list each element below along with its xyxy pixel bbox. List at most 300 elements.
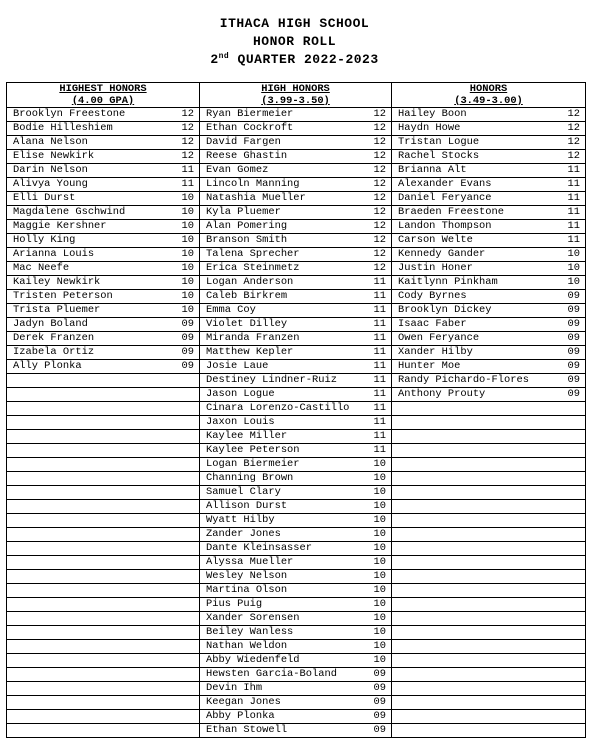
highest-honors-cell xyxy=(7,332,200,346)
student-entry xyxy=(206,178,386,191)
student-grade: 09 xyxy=(567,388,580,400)
student-grade: 10 xyxy=(181,248,194,260)
student-entry xyxy=(398,122,580,135)
highest-honors-cell xyxy=(7,444,200,458)
student-grade: 11 xyxy=(373,374,386,386)
student-grade: 09 xyxy=(181,332,194,344)
student-grade: 12 xyxy=(373,122,386,134)
table-row xyxy=(7,178,586,192)
highest-honors-cell xyxy=(7,724,200,738)
student-grade: 11 xyxy=(373,402,386,414)
student-name: Trista Pluemer xyxy=(13,304,101,316)
highest-honors-cell xyxy=(7,654,200,668)
high-honors-cell xyxy=(200,178,392,192)
student-entry xyxy=(398,332,580,345)
highest-honors-cell xyxy=(7,556,200,570)
student-grade: 10 xyxy=(373,528,386,540)
honors-cell xyxy=(392,234,586,248)
honors-cell xyxy=(392,556,586,570)
table-row xyxy=(7,570,586,584)
student-entry xyxy=(398,164,580,177)
honors-cell xyxy=(392,430,586,444)
student-name: Mac Neefe xyxy=(13,262,70,274)
student-entry xyxy=(206,570,386,583)
highest-honors-cell xyxy=(7,346,200,360)
student-grade: 10 xyxy=(373,486,386,498)
student-name: Owen Feryance xyxy=(398,332,480,344)
student-grade: 11 xyxy=(567,178,580,190)
student-grade: 12 xyxy=(181,136,194,148)
student-name: David Fargen xyxy=(206,136,281,148)
student-grade: 10 xyxy=(181,220,194,232)
student-grade: 10 xyxy=(373,612,386,624)
honors-cell xyxy=(392,388,586,402)
highest-honors-cell xyxy=(7,262,200,276)
student-grade: 10 xyxy=(181,290,194,302)
student-grade: 12 xyxy=(373,136,386,148)
student-entry xyxy=(206,108,386,121)
student-grade: 10 xyxy=(181,192,194,204)
column-heading: HIGHEST HONORS xyxy=(59,83,147,95)
honors-cell xyxy=(392,402,586,416)
honors-cell xyxy=(392,206,586,220)
honors-cell xyxy=(392,612,586,626)
table-row xyxy=(7,136,586,150)
high-honors-cell xyxy=(200,290,392,304)
honors-cell xyxy=(392,710,586,724)
student-grade: 10 xyxy=(567,262,580,274)
student-entry xyxy=(206,346,386,359)
honors-cell xyxy=(392,122,586,136)
student-name: Jaxon Louis xyxy=(206,416,275,428)
honors-cell xyxy=(392,500,586,514)
student-entry xyxy=(13,248,194,261)
highest-honors-cell xyxy=(7,192,200,206)
student-entry xyxy=(398,206,580,219)
highest-honors-cell xyxy=(7,150,200,164)
student-entry xyxy=(13,346,194,359)
student-grade: 12 xyxy=(373,234,386,246)
honors-cell xyxy=(392,416,586,430)
high-honors-cell xyxy=(200,262,392,276)
student-name: Reese Ghastin xyxy=(206,150,288,162)
high-honors-cell xyxy=(200,122,392,136)
highest-honors-cell xyxy=(7,178,200,192)
table-row xyxy=(7,542,586,556)
table-row xyxy=(7,710,586,724)
high-honors-cell xyxy=(200,276,392,290)
student-entry xyxy=(13,220,194,233)
highest-honors-cell xyxy=(7,360,200,374)
highest-honors-cell xyxy=(7,682,200,696)
student-grade: 09 xyxy=(567,374,580,386)
honors-cell xyxy=(392,108,586,122)
student-entry xyxy=(206,668,386,681)
student-entry xyxy=(398,262,580,275)
student-name: Alyssa Mueller xyxy=(206,556,294,568)
student-name: Elli Durst xyxy=(13,192,76,204)
column-range: (4.00 GPA) xyxy=(71,95,135,107)
list-title: HONOR ROLL xyxy=(252,34,336,49)
student-name: Ethan Cockroft xyxy=(206,122,294,134)
student-entry xyxy=(398,150,580,163)
high-honors-cell xyxy=(200,640,392,654)
student-name: Evan Gomez xyxy=(206,164,269,176)
student-entry xyxy=(398,220,580,233)
highest-honors-cell xyxy=(7,164,200,178)
student-name: Zander Jones xyxy=(206,528,281,540)
student-grade: 12 xyxy=(373,262,386,274)
student-grade: 10 xyxy=(373,542,386,554)
student-grade: 09 xyxy=(567,304,580,316)
student-grade: 11 xyxy=(373,444,386,456)
student-entry xyxy=(206,150,386,163)
student-entry xyxy=(13,262,194,275)
student-name: Daniel Feryance xyxy=(398,192,492,204)
student-name: Talena Sprecher xyxy=(206,248,300,260)
student-name: Josie Laue xyxy=(206,360,269,372)
student-entry xyxy=(398,318,580,331)
student-grade: 10 xyxy=(373,654,386,666)
table-row xyxy=(7,402,586,416)
student-grade: 09 xyxy=(181,346,194,358)
high-honors-cell xyxy=(200,458,392,472)
student-name: Allison Durst xyxy=(206,500,288,512)
table-row xyxy=(7,192,586,206)
student-entry xyxy=(206,360,386,373)
student-name: Hunter Moe xyxy=(398,360,461,372)
student-entry xyxy=(398,388,580,401)
highest-honors-cell xyxy=(7,248,200,262)
student-grade: 11 xyxy=(373,276,386,288)
honors-cell xyxy=(392,626,586,640)
school-title: ITHACA HIGH SCHOOL xyxy=(219,16,370,31)
highest-honors-cell xyxy=(7,584,200,598)
table-row xyxy=(7,206,586,220)
student-entry xyxy=(206,220,386,233)
table-row xyxy=(7,360,586,374)
column-heading: HIGH HONORS xyxy=(261,83,330,95)
student-name: Ryan Biermeier xyxy=(206,108,294,120)
high-honors-cell xyxy=(200,444,392,458)
highest-honors-cell xyxy=(7,668,200,682)
high-honors-cell xyxy=(200,164,392,178)
student-name: Logan Biermeier xyxy=(206,458,300,470)
student-name: Jason Logue xyxy=(206,388,275,400)
student-name: Branson Smith xyxy=(206,234,288,246)
student-entry xyxy=(398,192,580,205)
high-honors-cell xyxy=(200,360,392,374)
student-grade: 10 xyxy=(181,206,194,218)
student-grade: 10 xyxy=(181,276,194,288)
table-row xyxy=(7,724,586,738)
student-entry xyxy=(206,640,386,653)
student-entry xyxy=(206,472,386,485)
student-entry xyxy=(398,304,580,317)
quarter-title xyxy=(0,52,589,67)
high-honors-cell xyxy=(200,402,392,416)
student-name: Randy Pichardo-Flores xyxy=(398,374,529,386)
highest-honors-cell xyxy=(7,276,200,290)
highest-honors-cell xyxy=(7,472,200,486)
table-row xyxy=(7,318,586,332)
high-honors-cell xyxy=(200,136,392,150)
column-header-honors xyxy=(392,83,586,108)
student-entry xyxy=(206,290,386,303)
student-name: Logan Anderson xyxy=(206,276,294,288)
table-row xyxy=(7,472,586,486)
highest-honors-cell xyxy=(7,136,200,150)
honors-cell xyxy=(392,584,586,598)
table-row xyxy=(7,290,586,304)
student-grade: 09 xyxy=(373,668,386,680)
student-entry xyxy=(206,612,386,625)
student-entry xyxy=(398,290,580,303)
honors-cell xyxy=(392,570,586,584)
student-grade: 10 xyxy=(373,472,386,484)
student-name: Pius Puig xyxy=(206,598,263,610)
student-name: Maggie Kershner xyxy=(13,220,107,232)
highest-honors-cell xyxy=(7,542,200,556)
highest-honors-cell xyxy=(7,598,200,612)
student-name: Bodie Hilleshiem xyxy=(13,122,113,134)
high-honors-cell xyxy=(200,374,392,388)
student-entry xyxy=(206,136,386,149)
honors-cell xyxy=(392,164,586,178)
honors-cell xyxy=(392,724,586,738)
student-grade: 11 xyxy=(373,332,386,344)
student-entry xyxy=(13,206,194,219)
high-honors-cell xyxy=(200,514,392,528)
student-entry xyxy=(206,500,386,513)
student-name: Kaitlynn Pinkham xyxy=(398,276,498,288)
table-row xyxy=(7,374,586,388)
honors-cell xyxy=(392,192,586,206)
student-entry xyxy=(206,122,386,135)
high-honors-cell xyxy=(200,724,392,738)
highest-honors-cell xyxy=(7,402,200,416)
high-honors-cell xyxy=(200,528,392,542)
student-grade: 12 xyxy=(373,206,386,218)
student-name: Lincoln Manning xyxy=(206,178,300,190)
student-entry xyxy=(13,234,194,247)
student-entry xyxy=(206,598,386,611)
student-grade: 10 xyxy=(181,262,194,274)
student-grade: 11 xyxy=(181,164,194,176)
student-name: Ally Plonka xyxy=(13,360,82,372)
student-entry xyxy=(13,276,194,289)
highest-honors-cell xyxy=(7,458,200,472)
student-grade: 11 xyxy=(373,346,386,358)
table-row xyxy=(7,332,586,346)
honors-cell xyxy=(392,542,586,556)
student-entry xyxy=(206,654,386,667)
table-row xyxy=(7,346,586,360)
high-honors-cell xyxy=(200,150,392,164)
student-grade: 11 xyxy=(373,360,386,372)
student-grade: 12 xyxy=(181,108,194,120)
honors-cell xyxy=(392,360,586,374)
highest-honors-cell xyxy=(7,486,200,500)
honors-cell xyxy=(392,696,586,710)
highest-honors-cell xyxy=(7,500,200,514)
student-grade: 11 xyxy=(373,430,386,442)
honors-cell xyxy=(392,332,586,346)
student-name: Izabela Ortiz xyxy=(13,346,95,358)
student-name: Wesley Nelson xyxy=(206,570,288,582)
student-name: Samuel Clary xyxy=(206,486,281,498)
student-name: Martina Olson xyxy=(206,584,288,596)
student-name: Anthony Prouty xyxy=(398,388,486,400)
student-grade: 12 xyxy=(567,136,580,148)
student-entry xyxy=(13,192,194,205)
student-name: Matthew Kepler xyxy=(206,346,294,358)
student-grade: 11 xyxy=(567,220,580,232)
column-range: (3.99-3.50) xyxy=(261,95,330,107)
student-grade: 12 xyxy=(567,108,580,120)
student-grade: 11 xyxy=(373,304,386,316)
high-honors-cell xyxy=(200,206,392,220)
student-grade: 10 xyxy=(373,570,386,582)
student-grade: 10 xyxy=(181,234,194,246)
table-row xyxy=(7,276,586,290)
student-grade: 11 xyxy=(373,290,386,302)
table-row xyxy=(7,220,586,234)
student-name: Violet Dilley xyxy=(206,318,288,330)
honors-cell xyxy=(392,136,586,150)
student-grade: 11 xyxy=(373,318,386,330)
table-row xyxy=(7,612,586,626)
honor-roll-table xyxy=(6,82,586,738)
honors-cell xyxy=(392,598,586,612)
highest-honors-cell xyxy=(7,304,200,318)
student-name: Alan Pomering xyxy=(206,220,288,232)
student-entry xyxy=(398,276,580,289)
high-honors-cell xyxy=(200,584,392,598)
student-grade: 10 xyxy=(373,626,386,638)
honors-cell xyxy=(392,276,586,290)
student-grade: 11 xyxy=(181,178,194,190)
student-entry xyxy=(206,192,386,205)
student-name: Erica Steinmetz xyxy=(206,262,300,274)
high-honors-cell xyxy=(200,416,392,430)
student-name: Abby Wiedenfeld xyxy=(206,654,300,666)
table-row xyxy=(7,682,586,696)
student-entry xyxy=(13,136,194,149)
student-grade: 09 xyxy=(373,724,386,736)
student-grade: 12 xyxy=(373,220,386,232)
student-name: Braeden Freestone xyxy=(398,206,505,218)
highest-honors-cell xyxy=(7,206,200,220)
table-row xyxy=(7,388,586,402)
table-row xyxy=(7,486,586,500)
highest-honors-cell xyxy=(7,122,200,136)
student-grade: 10 xyxy=(373,556,386,568)
student-grade: 12 xyxy=(373,108,386,120)
student-name: Kaylee Peterson xyxy=(206,444,300,456)
student-entry xyxy=(206,724,386,737)
student-name: Devin Ihm xyxy=(206,682,263,694)
highest-honors-cell xyxy=(7,514,200,528)
student-grade: 10 xyxy=(181,304,194,316)
table-row xyxy=(7,500,586,514)
column-range: (3.49-3.00) xyxy=(454,95,523,107)
student-entry xyxy=(13,290,194,303)
student-name: Tristan Logue xyxy=(398,136,480,148)
student-entry xyxy=(206,696,386,709)
student-entry xyxy=(206,206,386,219)
student-name: Magdalene Gschwind xyxy=(13,206,126,218)
student-grade: 12 xyxy=(181,122,194,134)
honors-cell xyxy=(392,472,586,486)
student-grade: 09 xyxy=(373,696,386,708)
student-name: Brooklyn Dickey xyxy=(398,304,492,316)
student-name: Dante Kleinsasser xyxy=(206,542,313,554)
highest-honors-cell xyxy=(7,318,200,332)
student-entry xyxy=(398,234,580,247)
student-name: Beiley Wanless xyxy=(206,626,294,638)
honors-cell xyxy=(392,528,586,542)
student-grade: 11 xyxy=(567,164,580,176)
student-name: Brooklyn Freestone xyxy=(13,108,126,120)
student-grade: 10 xyxy=(373,640,386,652)
student-name: Wyatt Hilby xyxy=(206,514,275,526)
table-row xyxy=(7,248,586,262)
student-name: Alexander Evans xyxy=(398,178,492,190)
student-grade: 09 xyxy=(567,360,580,372)
student-grade: 11 xyxy=(567,234,580,246)
student-entry xyxy=(206,318,386,331)
student-name: Jadyn Boland xyxy=(13,318,88,330)
student-entry xyxy=(206,374,386,387)
student-entry xyxy=(206,682,386,695)
student-grade: 12 xyxy=(373,248,386,260)
student-grade: 11 xyxy=(567,192,580,204)
highest-honors-cell xyxy=(7,108,200,122)
student-name: Kaylee Miller xyxy=(206,430,288,442)
student-grade: 10 xyxy=(373,584,386,596)
student-entry xyxy=(398,108,580,121)
high-honors-cell xyxy=(200,304,392,318)
student-name: Ethan Stowell xyxy=(206,724,288,736)
student-name: Arianna Louis xyxy=(13,248,95,260)
student-entry xyxy=(206,458,386,471)
student-grade: 09 xyxy=(567,346,580,358)
student-grade: 10 xyxy=(567,248,580,260)
table-row xyxy=(7,164,586,178)
highest-honors-cell xyxy=(7,374,200,388)
honors-cell xyxy=(392,304,586,318)
student-entry xyxy=(206,584,386,597)
high-honors-cell xyxy=(200,220,392,234)
high-honors-cell xyxy=(200,346,392,360)
student-entry xyxy=(206,486,386,499)
high-honors-cell xyxy=(200,626,392,640)
student-entry xyxy=(206,332,386,345)
student-entry xyxy=(398,360,580,373)
student-entry xyxy=(206,276,386,289)
table-row xyxy=(7,598,586,612)
student-entry xyxy=(206,416,386,429)
student-entry xyxy=(13,360,194,373)
table-row xyxy=(7,514,586,528)
student-entry xyxy=(206,248,386,261)
student-entry xyxy=(206,514,386,527)
table-row xyxy=(7,150,586,164)
table-row xyxy=(7,458,586,472)
honors-cell xyxy=(392,318,586,332)
high-honors-cell xyxy=(200,234,392,248)
